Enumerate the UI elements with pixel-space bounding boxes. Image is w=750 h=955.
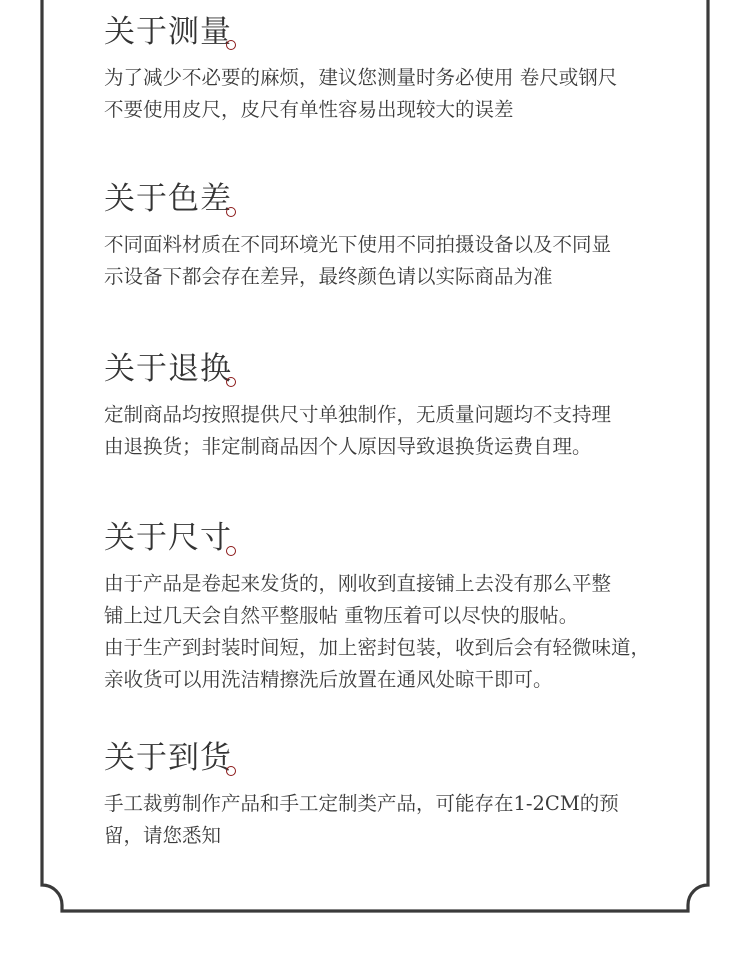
circle-dot-icon: [226, 40, 236, 50]
circle-dot-icon: [226, 546, 236, 556]
body-line: 留，请您悉知: [104, 824, 222, 847]
section-title: 关于到货: [104, 738, 232, 778]
body-line: 手工裁剪制作产品和手工定制类产品，可能存在1-2CM的预: [104, 792, 619, 815]
body-line: 铺上过几天会自然平整服帖 重物压着可以尽快的服帖。: [104, 604, 579, 627]
section-title: 关于退换: [104, 349, 232, 389]
section-color-difference: [104, 179, 704, 293]
section-body: [104, 399, 704, 463]
body-line: 由退换货；非定制商品因个人原因导致退换货运费自理。: [104, 435, 592, 458]
circle-dot-icon: [226, 207, 236, 217]
circle-dot-icon: [226, 377, 236, 387]
section-title: 关于色差: [104, 179, 232, 219]
body-line: 亲收货可以用洗洁精擦洗后放置在通风处晾干即可。: [104, 668, 553, 691]
body-line: 不要使用皮尺，皮尺有单性容易出现较大的误差: [104, 98, 514, 121]
section-size: [104, 518, 704, 696]
body-line: 为了减少不必要的麻烦，建议您测量时务必使用 卷尺或钢尺: [104, 66, 618, 89]
body-line: 不同面料材质在不同环境光下使用不同拍摄设备以及不同显: [104, 233, 612, 256]
section-arrival: [104, 738, 704, 852]
section-body: [104, 229, 704, 293]
body-line: 示设备下都会存在差异，最终颜色请以实际商品为准: [104, 265, 553, 288]
section-body: [104, 788, 704, 852]
body-line: 定制商品均按照提供尺寸单独制作，无质量问题均不支持理: [104, 403, 612, 426]
section-body: [104, 568, 704, 696]
body-line: 由于产品是卷起来发货的，刚收到直接铺上去没有那么平整: [104, 572, 612, 595]
section-measurement: [104, 12, 704, 126]
body-line: 由于生产到封装时间短，加上密封包装，收到后会有轻微味道，: [104, 636, 651, 659]
section-title: 关于尺寸: [104, 518, 232, 558]
circle-dot-icon: [226, 766, 236, 776]
section-body: [104, 62, 704, 126]
section-title: 关于测量: [104, 12, 232, 52]
section-returns: [104, 349, 704, 463]
